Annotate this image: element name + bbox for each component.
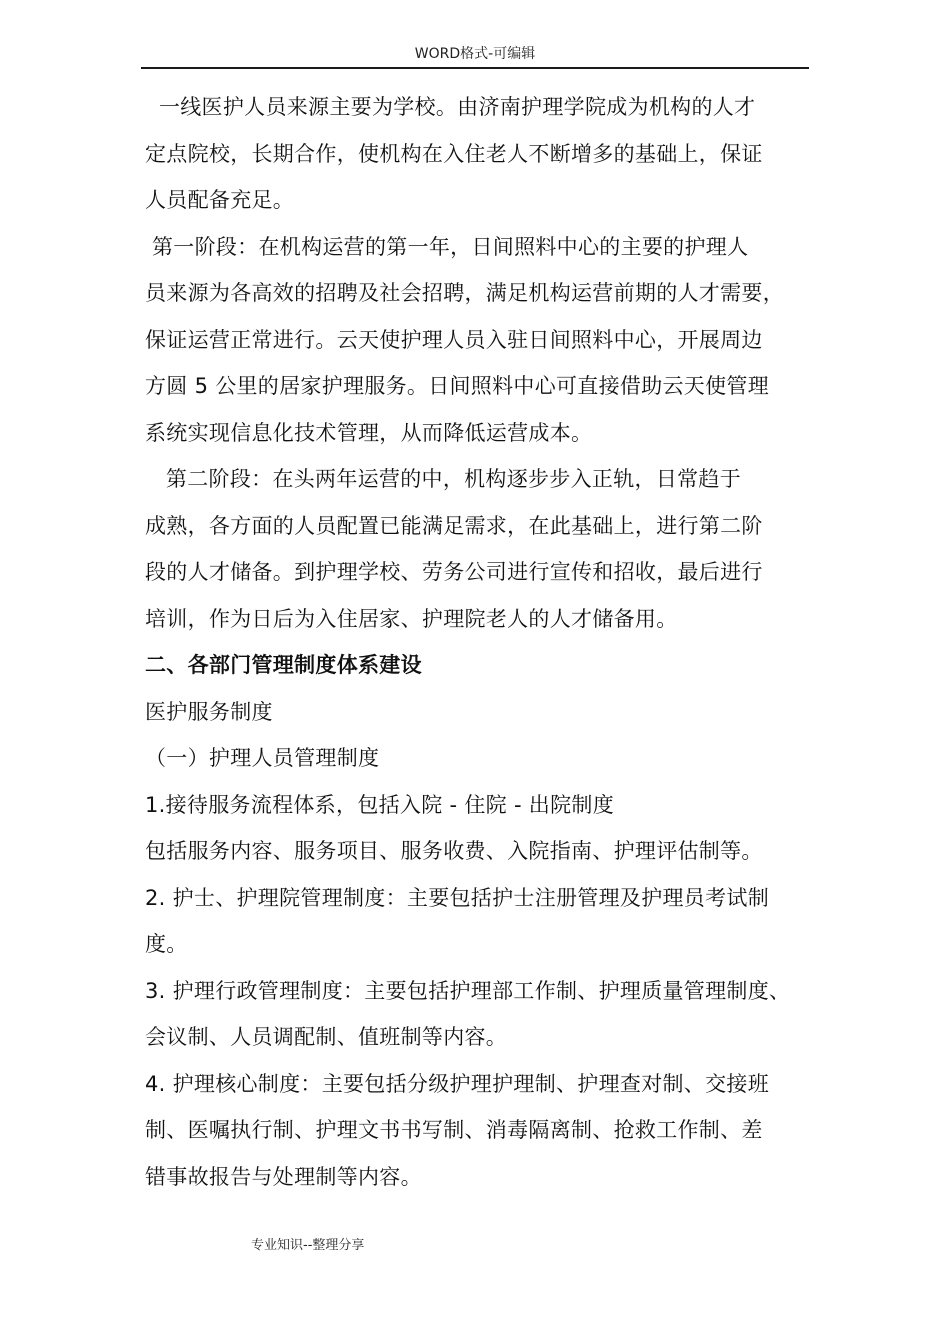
page-header: WORD格式-可编辑	[414, 46, 536, 62]
paragraph-line: 人员配备充足。	[145, 188, 295, 212]
list-item: 4. 护理核心制度：主要包括分级护理护理制、护理查对制、交接班	[145, 1071, 770, 1096]
paragraph-line: 系统实现信息化技术管理，从而降低运营成本。	[145, 420, 593, 445]
paragraph-line: 方圆 5 公里的居家护理服务。日间照料中心可直接借助云天使管理	[145, 374, 770, 398]
paragraph-line: 段的人才储备。到护理学校、劳务公司进行宣传和招收，最后进行	[145, 560, 763, 584]
page-footer: 专业知识--整理分享	[251, 1238, 365, 1253]
paragraph-line: 成熟，各方面的人员配置已能满足需求，在此基础上，进行第二阶	[145, 513, 763, 538]
paragraph-line: 培训，作为日后为入住居家、护理院老人的人才储备用。	[145, 606, 678, 631]
paragraph-line: 定点院校，长期合作，使机构在入住老人不断增多的基础上，保证	[145, 141, 763, 166]
list-item: 包括服务内容、服务项目、服务收费、入院指南、护理评估制等。	[145, 839, 763, 863]
header-divider	[141, 67, 809, 69]
paragraph-line: 一线医护人员来源主要为学校。由济南护理学院成为机构的人才	[145, 95, 756, 119]
list-item: 2. 护士、护理院管理制度：主要包括护士注册管理及护理员考试制	[145, 885, 770, 910]
paragraph-line: 员来源为各高效的招聘及社会招聘，满足机构运营前期的人才需要，	[145, 281, 784, 305]
paragraph-line: 第一阶段：在机构运营的第一年，日间照料中心的主要的护理人	[145, 234, 749, 259]
subsection-title: （一）护理人员管理制度	[145, 746, 380, 770]
list-item: 制、医嘱执行制、护理文书书写制、消毒隔离制、抢救工作制、差	[145, 1118, 763, 1142]
list-item: 1.接待服务流程体系，包括入院 - 住院 - 出院制度	[145, 792, 614, 817]
document-body	[145, 84, 817, 1200]
list-item: 3. 护理行政管理制度：主要包括护理部工作制、护理质量管理制度、	[145, 978, 791, 1003]
list-item: 度。	[145, 932, 188, 956]
list-item: 会议制、人员调配制、值班制等内容。	[145, 1025, 508, 1049]
list-item: 错事故报告与处理制等内容。	[145, 1164, 422, 1189]
paragraph-line: 第二阶段：在头两年运营的中，机构逐步步入正轨，日常趋于	[145, 467, 742, 491]
section-heading: 二、各部门管理制度体系建设	[145, 653, 422, 677]
subsection-title: 医护服务制度	[145, 699, 273, 724]
paragraph-line: 保证运营正常进行。云天使护理人员入驻日间照料中心，开展周边	[145, 327, 763, 352]
